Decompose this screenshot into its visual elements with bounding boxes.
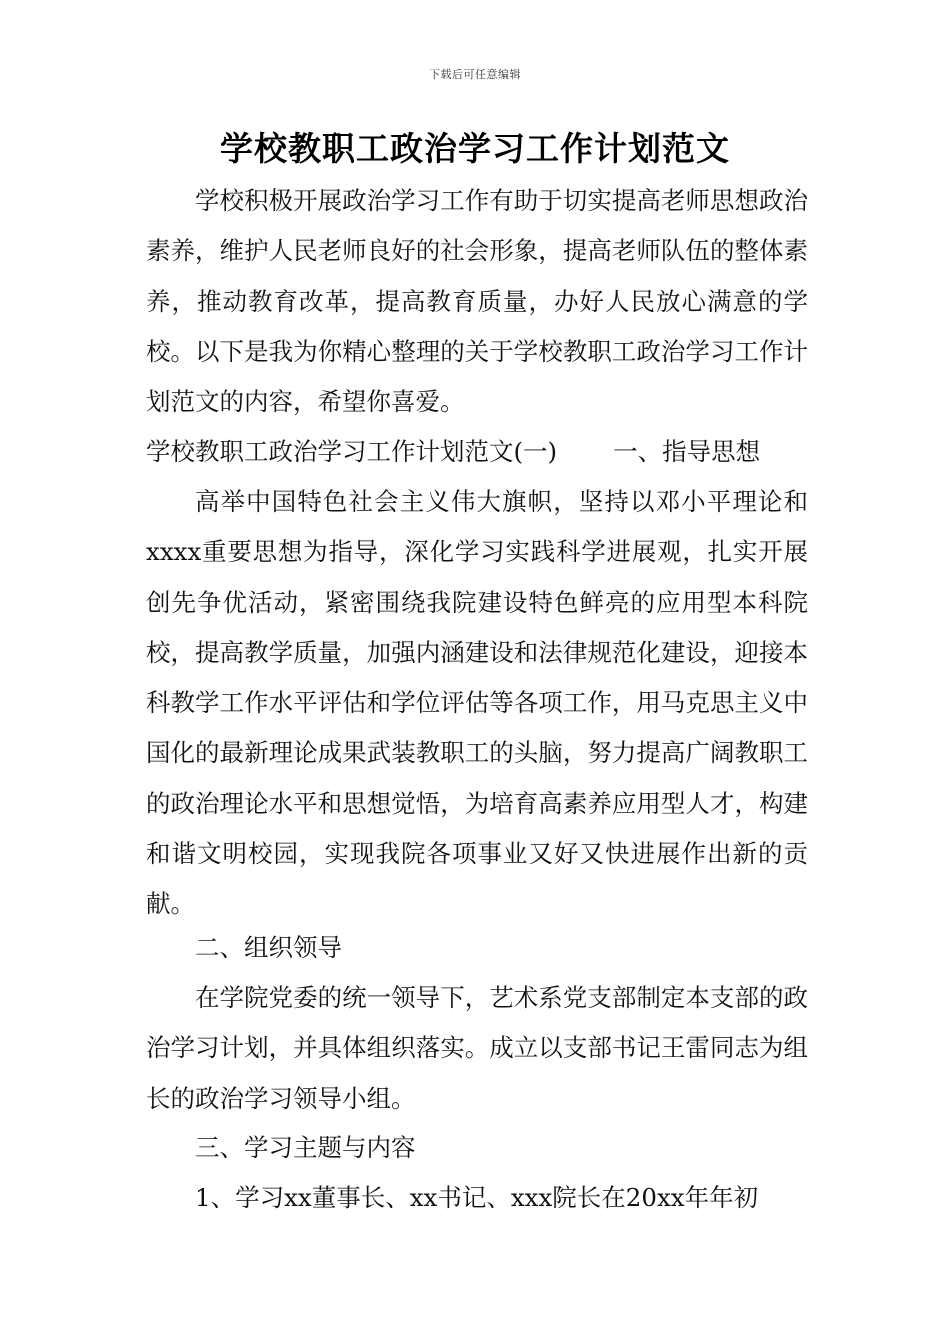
header-note: 下载后可任意编辑 [429,68,521,81]
intro-paragraph: 学校积极开展政治学习工作有助于切实提高老师思想政治素养，维护人民老师良好的社会形象，提高老师队伍的整体素养，推动教育改革，提高教育质量，办好人民放心满意的学校。以下是我为你精心整理的关于学校教职工政治学习工作计划范文的内容，希望你喜爱。 [146,186,808,417]
section2-paragraph: 在学院党委的统一领导下，艺术系党支部制定本支部的政治学习计划，并具体组织落实。成立以支部书记王雷同志为组长的政治学习领导小组。 [146,983,808,1113]
document-title: 学校教职工政治学习工作计划范文 [220,129,730,168]
section2-heading: 二、组织领导 [195,933,342,962]
subtitle-right: 一、指导思想 [613,437,761,466]
section3-item-1: 1、学习xx董事长、xx书记、xxx院长在20xx年年初 [195,1183,759,1212]
subtitle-line [146,427,808,477]
section3-heading: 三、学习主题与内容 [195,1133,416,1162]
subtitle-left: 学校教职工政治学习工作计划范文(一) [146,437,558,466]
guiding-paragraph: 高举中国特色社会主义伟大旗帜，坚持以邓小平理论和xxxx重要思想为指导，深化学习实践科学进展观，扎实开展创先争优活动，紧密围绕我院建设特色鲜亮的应用型本科院校，提高教学质量，加强内涵建设和法律规范化建设，迎接本科教学工作水平评估和学位评估等各项工作，用马克思主义中国化的最新理论成果武装教职工的头脑，努力提高广阔教职工的政治理论水平和思想觉悟，为培育高素养应用型人才，构建和谐文明校园，实现我院各项事业又好又快进展作出新的贡献。 [146,487,808,919]
